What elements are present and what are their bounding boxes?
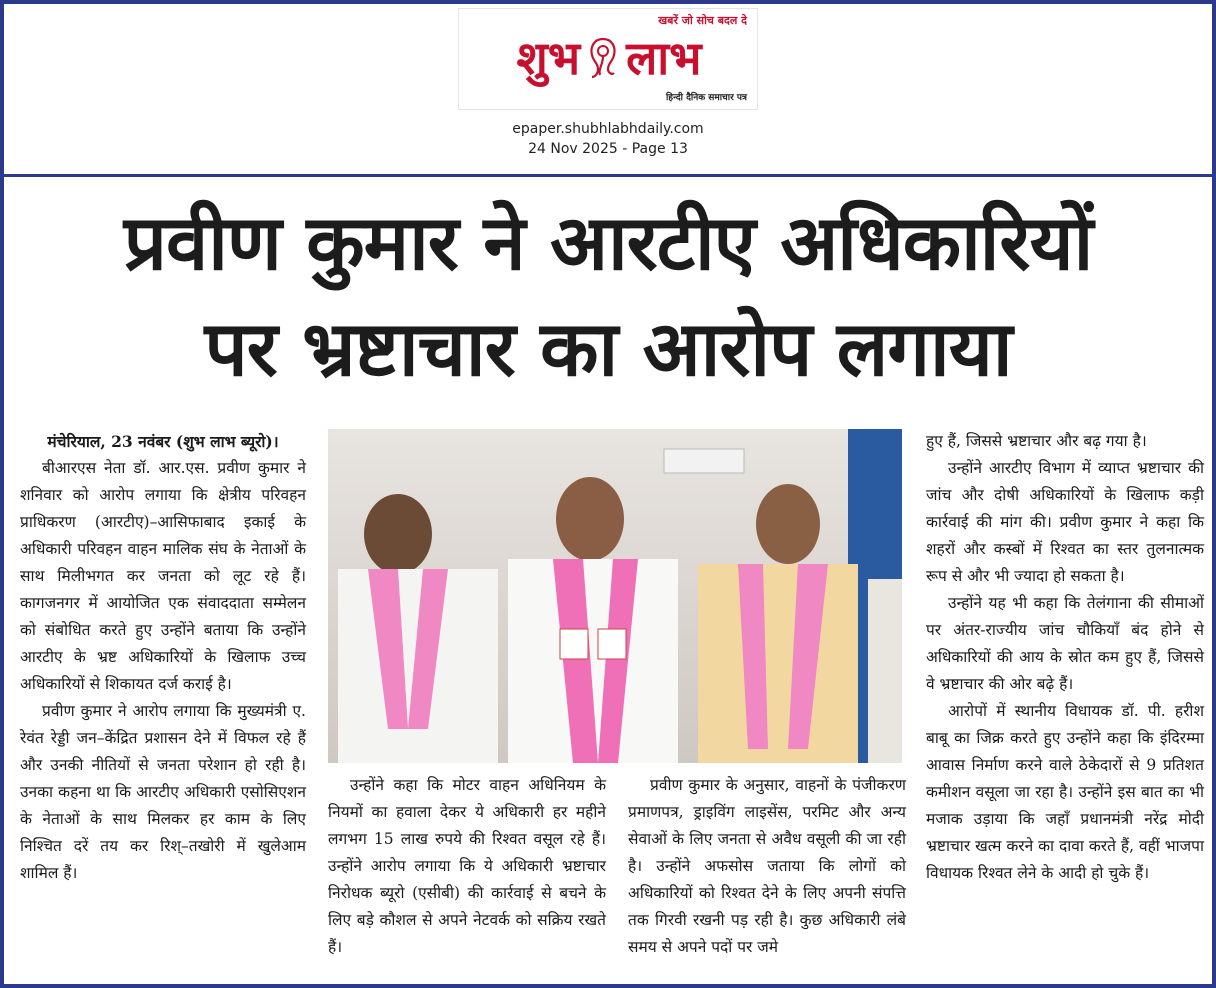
paragraph: प्रवीण कुमार ने आरोप लगाया कि मुख्यमंत्री ए. रेवंत रेड्डी जन–केंद्रित प्रशासन देने में विफल रहे हैं और उनकी नीतियों से जनता परेशान हो रही है। उनका कहना था कि आरटीए अधिकारी एसोसिएशन के नेताओं के साथ मिलकर हर काम के लिए निश्चित दरें तय कर रिश्–तखोरी में खुलेआम शामिल हैं।	[20, 702, 306, 882]
article-column-1	[20, 428, 306, 887]
dateline: मंचेरियाल, 23 नवंबर (शुभ लाभ ब्यूरो)।	[47, 432, 279, 451]
masthead-divider	[4, 174, 1212, 177]
brand-logo	[467, 27, 751, 89]
brand-word-right: लाभ	[626, 31, 702, 85]
paragraph: आरोपों में स्थानीय विधायक डॉ. पी. हरीश बाबू का जिक्र करते हुए उन्होंने कहा कि इंदिरम्मा आवास निर्माण करने वाले ठेकेदारों से 9 प्रतिशत कमीशन वसूला जा रहा है। उन्होंने इस बात का भी मजाक उड़ाया कि जहाँ प्रधानमंत्री नरेंद्र मोदी भ्रष्टाचार खत्म करने का दावा करते हैं, वहीं भाजपा विधायक रिश्वत लेने के आदी हो चुके हैं।	[926, 702, 1204, 882]
paragraph-continued: हुए हैं, जिससे भ्रष्टाचार और बढ़ गया है।	[926, 432, 1147, 450]
source-info	[458, 119, 758, 159]
brand-word-left: शुभ	[516, 31, 581, 85]
paragraph: उन्होंने यह भी कहा कि तेलंगाना की सीमाओं पर अंतर-राज्यीय जांच चौकियाँ बंद होने से अधिकारियों की आय के स्रोत कम हुए हैं, जिससे वे भ्रष्टाचार की ओर बढ़े हैं।	[926, 594, 1204, 693]
ganesha-icon	[584, 35, 622, 81]
paragraph: प्रवीण कुमार के अनुसार, वाहनों के पंजीकरण प्रमाणपत्र, ड्राइविंग लाइसेंस, परमिट और अन्य सेवाओं के लिए जनता से अवैध वसूली की जा रही है। उन्होंने अफसोस जताया कि लोगों को अधिकारियों को रिश्वत देने के लिए अपनी संपत्ति तक गिरवी रखनी पड़ रही है। कुछ अधिकारी लंबे समय से अपने पदों पर जमे	[628, 776, 906, 956]
headline-line-2: पर भ्रष्टाचार का आरोप लगाया	[204, 304, 1012, 393]
news-photo	[328, 429, 902, 763]
paragraph: उन्होंने आरटीए विभाग में व्याप्त भ्रष्टाचार की जांच और दोषी अधिकारियों के खिलाफ कड़ी कार्रवाई की मांग की। प्रवीण कुमार ने कहा कि शहरों और कस्बों में रिश्वत का स्तर तुलनात्मक रूप से और भी ज्यादा हो सकता है।	[926, 459, 1204, 585]
paragraph: उन्होंने कहा कि मोटर वाहन अधिनियम के नियमों का हवाला देकर ये अधिकारी हर महीने लगभग 15 लाख रुपये की रिश्वत वसूल रहे हैं। उन्होंने आरोप लगाया कि ये अधिकारी भ्रष्टाचार निरोधक ब्यूरो (एसीबी) की कार्रवाई से बचने के लिए बड़े कौशल से अपने नेटवर्क को सक्रिय रखते हैं।	[328, 776, 606, 956]
article-column-3	[628, 772, 906, 961]
masthead-tagline: खबरें जो सोच बदल दे	[658, 14, 747, 27]
headline-line-1: प्रवीण कुमार ने आरटीए अधिकारियों	[123, 198, 1093, 287]
paragraph: बीआरएस नेता डॉ. आर.एस. प्रवीण कुमार ने शनिवार को आरोप लगाया कि क्षेत्रीय परिवहन प्राधिकरण (आरटीए)–आसिफाबाद इकाई के अधिकारी परिवहन वाहन मालिक संघ के नेताओं के साथ मिलीभगत कर जनता को लूट रहे हैं। कागजनगर में आयोजित एक संवाददाता सम्मेलन को संबोधित करते हुए उन्होंने बताया कि उन्होंने आरटीए के भ्रष्ट अधिकारियों के खिलाफ उच्च अधिकारियों से शिकायत दर्ज कराई है।	[20, 459, 306, 693]
masthead-logo	[458, 8, 758, 110]
article-column-4	[926, 428, 1204, 887]
press-conference-photo	[328, 429, 902, 763]
headline	[10, 190, 1206, 402]
article-column-2	[328, 772, 606, 961]
source-url: epaper.shubhlabhdaily.com	[512, 121, 704, 137]
source-date-page: 24 Nov 2025 - Page 13	[528, 141, 688, 157]
masthead-subtag: हिन्दी दैनिक समाचार पत्र	[665, 93, 747, 103]
